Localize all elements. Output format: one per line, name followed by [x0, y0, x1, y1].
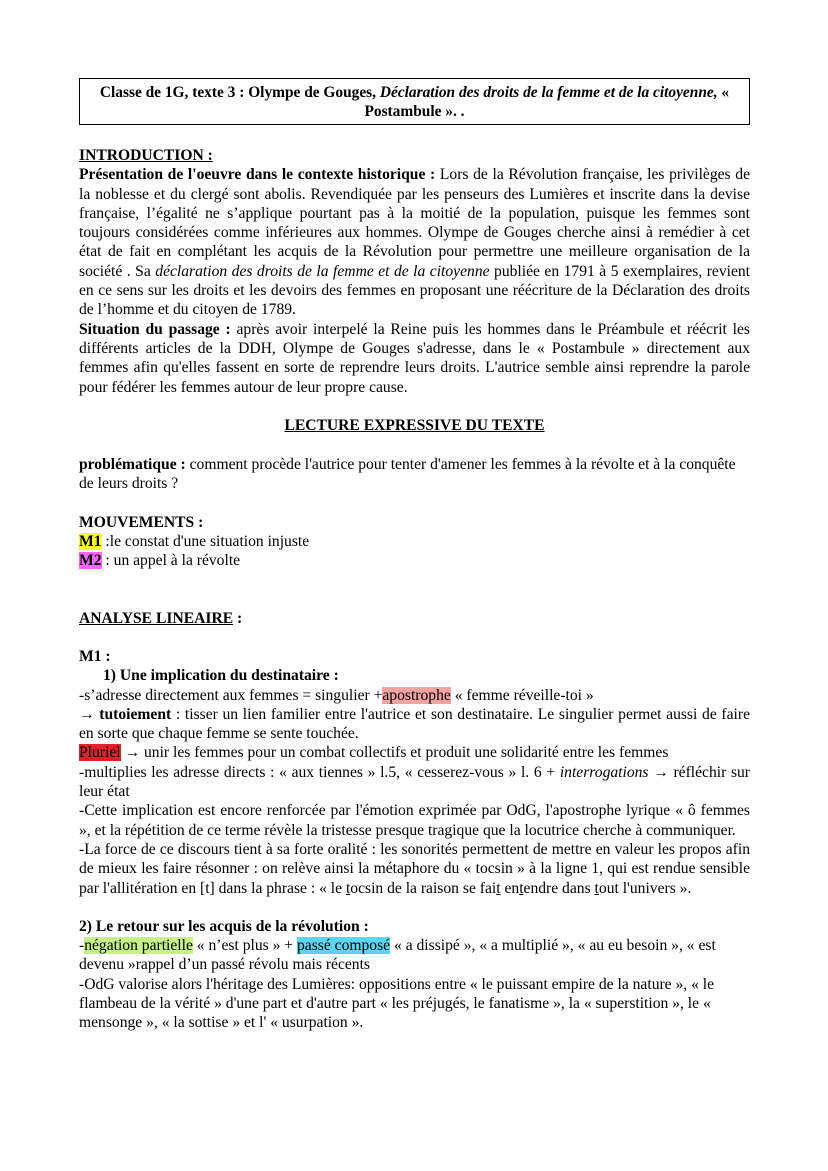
- mouvements-heading: MOUVEMENTS :: [79, 513, 204, 531]
- m1-l4-italic: interrogations: [559, 763, 649, 781]
- problematique: [79, 455, 750, 494]
- m1p2-dash: -: [79, 937, 85, 955]
- m1-part2-heading: 2) Le retour sur les acquis de la révolution :: [79, 917, 369, 935]
- mouvement-2: [79, 551, 750, 570]
- m1-line-5: -Cette implication est encore renforcée par l'émotion exprimée par OdG, l'apostrophe lyrique « ô femmes », et la répétition de ce terme révèle la tristesse presque tragique que la locutrice cherche à communiquer.: [79, 802, 750, 839]
- m1-label: M1: [79, 533, 102, 551]
- m1-l6-u2: t: [496, 879, 501, 897]
- tutoiement-label: tutoiement: [99, 705, 172, 723]
- passe-compose-highlight: passé composé: [296, 937, 391, 955]
- m1-line-4: [79, 763, 750, 802]
- m1-sub1-heading: 1) Une implication du destinataire :: [103, 667, 339, 685]
- intro-p1-italic: déclaration des droits de la femme et de la citoyenne: [155, 262, 490, 280]
- intro-p1-text-a: Lors de la Révolution française, les privilèges de la noblesse et du clergé sont abolis. Revendiquée par les penseurs des Lumières et inscrite dans la devise française, l’égalité ne s’applique pourtant pas à la moitié de la population, puisque les femmes sont toujours considérées comme inférieures aux hommes. Olympe de Gouges cherche ainsi à remédier à cet état de fait en complétant les acquis de la Révolution pour permettre une meilleure organisation de la société . Sa: [79, 166, 750, 280]
- intro-paragraph-1: [79, 165, 750, 319]
- m1-l6-a: -La force de ce discours tient à sa forte oralité : les sonorités permettent de mettre en valeur les propos afin de mieux les faire résonner : on relève ainsi la métaphore du « tocsin » à la ligne 1, qui est rendue sensible par l'allitération en [t] dans la phrase : « le: [79, 840, 750, 897]
- pluriel-highlight: Pluriel: [79, 744, 121, 762]
- m1-l2-text: : tisser un lien familier entre l'autrice et son destinataire. Le singulier permet aussi de faire en sorte que chaque femme se sente touchée.: [79, 705, 750, 743]
- document-page: [79, 78, 750, 1033]
- m1-line-1: [79, 686, 750, 705]
- m1-l6-d: endre dans: [523, 879, 595, 897]
- intro-p2-label: Situation du passage :: [79, 320, 231, 338]
- m1-l6-e: out l'univers ».: [598, 879, 692, 897]
- title-prefix: Classe de 1G, texte 3 : Olympe de Gouges,: [99, 84, 380, 101]
- m1p2-l1-b: « a dissipé », « a multiplié », « au eu besoin », « est devenu »rappel d’un passé révolu mais récents: [79, 937, 716, 974]
- problematique-text: comment procède l'autrice pour tenter d'amener les femmes à la révolte et à la conquête de leurs droits ?: [79, 456, 736, 493]
- title-box: [79, 78, 750, 125]
- m1-l1-b: « femme réveille-toi »: [450, 686, 594, 704]
- m1-l6-u1: t: [345, 879, 351, 897]
- m1p2-l1-a: « n’est plus » +: [192, 937, 297, 955]
- intro-paragraph-2: [79, 320, 750, 397]
- intro-p1-label: Présentation de l'oeuvre dans le contexte historique :: [79, 166, 436, 184]
- m2-text: : un appel à la révolte: [101, 552, 241, 570]
- problematique-label: problématique :: [79, 456, 186, 474]
- m1-l6-u3: t: [519, 879, 524, 897]
- title-italic: Déclaration des droits de la femme et de la citoyenne,: [379, 84, 718, 101]
- mouvement-1: [79, 532, 750, 551]
- intro-p1-text-b: publiée en 1791 à 5 exemplaires, revient en ce sens sur les droits et les devoirs des femmes en proposant une réécriture de la Déclaration des droits de l’homme et du citoyen de 1789.: [79, 262, 751, 319]
- m1-l6-b: ocsin de la raison se fai: [350, 879, 497, 897]
- m1-l4-a: -multiplies les adresse directs : « aux tiennes » l.5, « cesserez-vous » l. 6 +: [79, 763, 560, 781]
- m1-l2-arrow: →: [79, 705, 100, 723]
- m1-part2-line-2: -OdG valorise alors l'héritage des Lumières: oppositions entre « le puissant empire de la nature », « le flambeau de la vérité » d'une part et d'autre part « les préjugés, le fanatisme », la « superstition », le « mensonge », « la sottise » et l' « usurpation ».: [79, 975, 715, 1032]
- m1-l3-text: → unir les femmes pour un combat collectifs et produit une solidarité entre les femmes: [120, 744, 669, 762]
- analyse-heading: ANALYSE LINEAIRE: [79, 609, 234, 627]
- m1-l6-c: en: [500, 879, 520, 897]
- m1-line-2: [79, 705, 750, 744]
- lecture-heading: LECTURE EXPRESSIVE DU TEXTE: [284, 416, 545, 434]
- negation-highlight: négation partielle: [84, 937, 193, 955]
- apostrophe-highlight: apostrophe: [382, 686, 451, 704]
- intro-p2-text: après avoir interpelé la Reine puis les hommes dans le Préambule et réécrit les différents articles de la DDH, Olympe de Gouges s'adresse, dans le « Postambule » directement aux femmes afin qu'elles fassent en sorte de reprendre leurs droits. L'autrice semble ainsi reprendre la parole pour fédérer les femmes autour de leur propre cause.: [79, 320, 750, 396]
- m1-l6-u4: t: [594, 879, 599, 897]
- m2-label: M2: [79, 552, 102, 570]
- title-suffix: « Postambule ». .: [364, 84, 730, 120]
- m1-l1-a: -s’adresse directement aux femmes = singulier +: [79, 686, 383, 704]
- intro-heading: INTRODUCTION :: [79, 147, 213, 164]
- m1-heading: M1 :: [79, 647, 111, 665]
- analyse-colon: :: [233, 609, 243, 627]
- m1-part2-line-1: [79, 936, 750, 975]
- m1-l4-b: → réfléchir sur leur état: [79, 763, 751, 801]
- m1-line-3: [79, 743, 750, 762]
- m1-line-6: [79, 840, 750, 898]
- m1-text: :le constat d'une situation injuste: [101, 533, 310, 551]
